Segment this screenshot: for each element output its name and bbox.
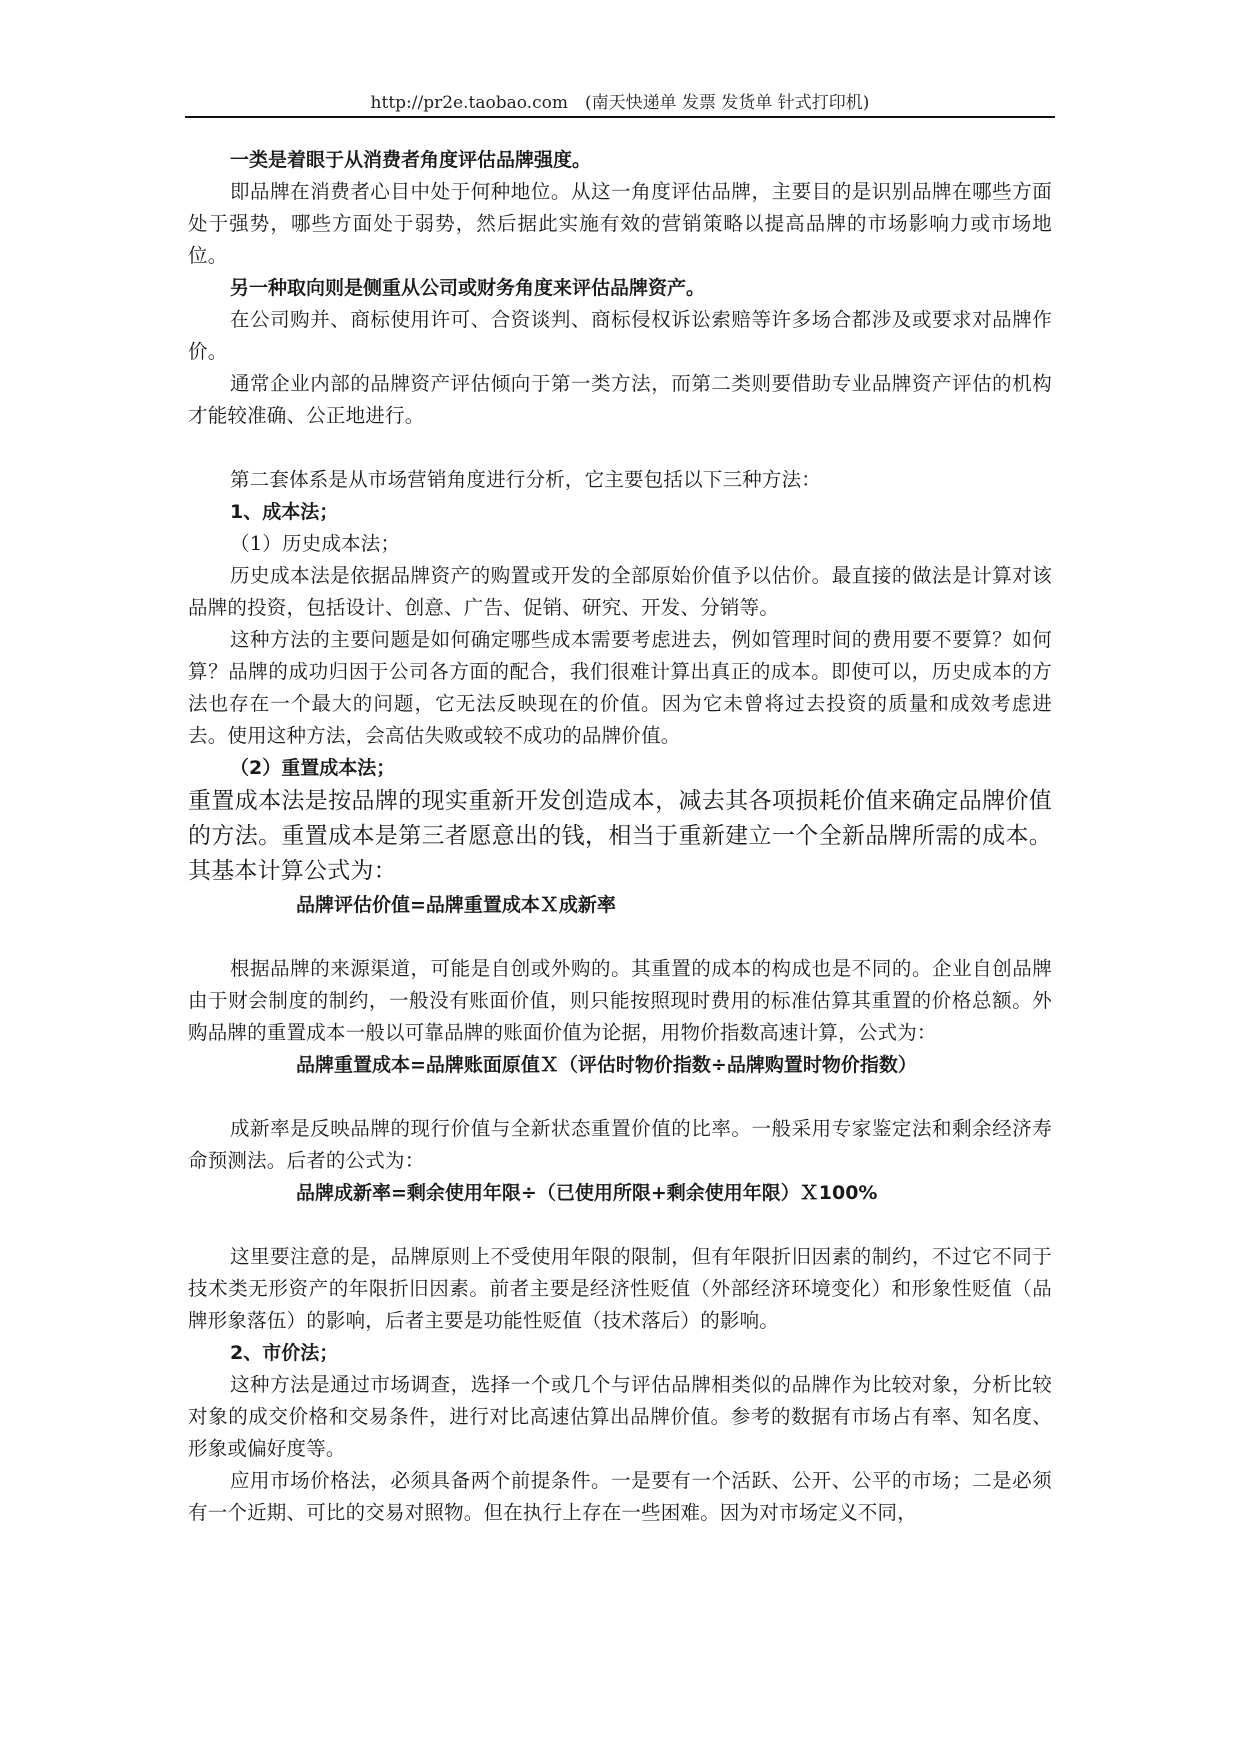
- spacer: [188, 432, 1052, 464]
- formula-replacement-cost: 品牌重置成本=品牌账面原值Ｘ（评估时物价指数÷品牌购置时物价指数）: [296, 1054, 917, 1076]
- heading-market-method: 2、市价法；: [230, 1342, 339, 1364]
- paragraph: 这里要注意的是，品牌原则上不受使用年限的限制，但有年限折旧因素的制约，不过它不同于技术类无形资产的年限折旧因素。前者主要是经济性贬值（外部经济环境变化）和形象性贬值（品牌形象落伍）的影响，后者主要是功能性贬值（技术落后）的影响。: [188, 1245, 1052, 1332]
- formula-brand-value: 品牌评估价值=品牌重置成本Ｘ成新率: [296, 894, 616, 916]
- heading-consumer-perspective: 一类是着眼于从消费者角度评估品牌强度。: [230, 149, 592, 171]
- paragraph: 通常企业内部的品牌资产评估倾向于第一类方法，而第二类则要借助专业品牌资产评估的机构才能较准确、公正地进行。: [188, 372, 1052, 427]
- heading-financial-perspective: 另一种取向则是侧重从公司或财务角度来评估品牌资产。: [230, 277, 706, 299]
- subheading-historical-cost: （1）历史成本法；: [230, 532, 401, 555]
- paragraph: 这种方法是通过市场调查，选择一个或几个与评估品牌相类似的品牌作为比较对象，分析比较对象的成交价格和交易条件，进行对比高速估算出品牌价值。参考的数据有市场占有率、知名度、形象或偏好度等。: [188, 1373, 1052, 1460]
- header-rule: [185, 116, 1055, 118]
- spacer: [188, 921, 1052, 953]
- paragraph-large: 重置成本法是按品牌的现实重新开发创造成本，减去其各项损耗价值来确定品牌价值的方法。重置成本是第三者愿意出的钱，相当于重新建立一个全新品牌所需的成本。其基本计算公式为：: [188, 788, 1052, 884]
- spacer: [188, 1081, 1052, 1113]
- document-body: [188, 144, 1052, 1529]
- paragraph: 成新率是反映品牌的现行价值与全新状态重置价值的比率。一般采用专家鉴定法和剩余经济寿命预测法。后者的公式为：: [188, 1117, 1052, 1172]
- formula-newness-rate: 品牌成新率=剩余使用年限÷（已使用所限+剩余使用年限）Ｘ100%: [296, 1182, 878, 1204]
- paragraph: 历史成本法是依据品牌资产的购置或开发的全部原始价值予以估价。最直接的做法是计算对该品牌的投资，包括设计、创意、广告、促销、研究、开发、分销等。: [188, 564, 1052, 619]
- paragraph: 应用市场价格法，必须具备两个前提条件。一是要有一个活跃、公开、公平的市场；二是必须有一个近期、可比的交易对照物。但在执行上存在一些困难。因为对市场定义不同，: [188, 1469, 1052, 1524]
- spacer: [188, 1209, 1052, 1241]
- paragraph: 第二套体系是从市场营销角度进行分析，它主要包括以下三种方法：: [230, 468, 822, 491]
- paragraph: 根据品牌的来源渠道，可能是自创或外购的。其重置的成本的构成也是不同的。企业自创品牌由于财会制度的制约，一般没有账面价值，则只能按照现时费用的标准估算其重置的价格总额。外购品牌的重置成本一般以可靠品牌的账面价值为论据，用物价指数高速计算，公式为：: [188, 957, 1052, 1044]
- paragraph: 即品牌在消费者心目中处于何种地位。从这一角度评估品牌，主要目的是识别品牌在哪些方面处于强势，哪些方面处于弱势，然后据此实施有效的营销策略以提高品牌的市场影响力或市场地位。: [188, 180, 1052, 267]
- paragraph: 这种方法的主要问题是如何确定哪些成本需要考虑进去，例如管理时间的费用要不要算？如何算？品牌的成功归因于公司各方面的配合，我们很难计算出真正的成本。即使可以，历史成本的方法也存在一个最大的问题，它无法反映现在的价值。因为它未曾将过去投资的质量和成效考虑进去。使用这种方法，会高估失败或较不成功的品牌价值。: [188, 628, 1052, 747]
- heading-replacement-cost: （2）重置成本法；: [230, 757, 396, 779]
- heading-cost-method: 1、成本法；: [230, 501, 339, 523]
- page-header: http://pr2e.taobao.com (南天快递单 发票 发货单 针式打印机): [370, 93, 870, 113]
- paragraph: 在公司购并、商标使用许可、合资谈判、商标侵权诉讼索赔等许多场合都涉及或要求对品牌作价。: [188, 308, 1052, 363]
